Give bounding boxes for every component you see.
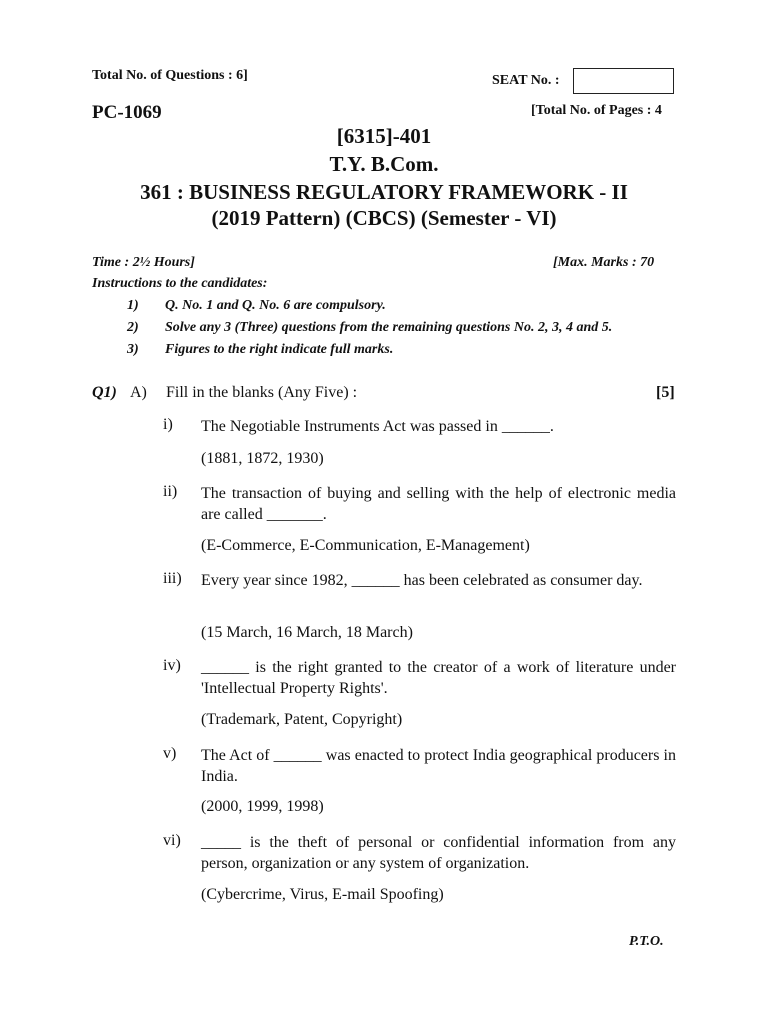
question-part-label: A) — [130, 384, 147, 401]
item-number: iv) — [163, 657, 181, 674]
item-number: iii) — [163, 570, 182, 587]
item-options: (1881, 1872, 1930) — [201, 450, 324, 467]
subject-title: 361 : BUSINESS REGULATORY FRAMEWORK - II — [140, 180, 628, 204]
seat-number-label: SEAT No. : — [492, 73, 560, 88]
item-text: ______ is the right granted to the creator of a work of literature under 'Intellectual Property Rights'. — [201, 659, 676, 697]
seat-number-box — [573, 68, 674, 94]
item-text: The Act of ______ was enacted to protect India geographical producers in India. — [201, 747, 676, 785]
exam-code: [6315]-401 — [336, 124, 432, 148]
course-name: T.Y. B.Com. — [329, 152, 439, 176]
item-options: (2000, 1999, 1998) — [201, 798, 324, 815]
item-text: The transaction of buying and selling with the help of electronic media are called _______. — [201, 485, 676, 523]
instruction-text: Figures to the right indicate full marks. — [165, 342, 394, 357]
please-turn-over: P.T.O. — [629, 934, 664, 949]
question-label: Q1) — [92, 384, 117, 401]
item-options: (Trademark, Patent, Copyright) — [201, 711, 403, 728]
item-number: ii) — [163, 483, 178, 500]
item-number: v) — [163, 745, 177, 762]
pattern-line: (2019 Pattern) (CBCS) (Semester - VI) — [211, 206, 557, 230]
instruction-number: 3) — [127, 342, 139, 357]
item-text: The Negotiable Instruments Act was passed in ______. — [201, 418, 554, 435]
item-text: _____ is the theft of personal or confidential information from any person, organization or any system of organization. — [201, 834, 676, 872]
question-part-text: Fill in the blanks (Any Five) : — [166, 384, 358, 401]
instructions-title: Instructions to the candidates: — [92, 276, 268, 291]
instruction-text: Q. No. 1 and Q. No. 6 are compulsory. — [165, 298, 386, 313]
item-number: vi) — [163, 832, 181, 849]
time-allowed: Time : 2½ Hours] — [92, 255, 195, 270]
item-options: (E-Commerce, E-Communication, E-Management) — [201, 537, 530, 554]
item-text: Every year since 1982, ______ has been celebrated as consumer day. — [201, 572, 643, 589]
max-marks: [Max. Marks : 70 — [553, 255, 655, 270]
total-pages: [Total No. of Pages : 4 — [531, 103, 662, 118]
item-number: i) — [163, 416, 173, 433]
instruction-number: 1) — [127, 298, 139, 313]
question-marks: [5] — [656, 384, 675, 401]
instruction-number: 2) — [127, 320, 139, 335]
item-options: (15 March, 16 March, 18 March) — [201, 624, 413, 641]
instruction-text: Solve any 3 (Three) questions from the remaining questions No. 2, 3, 4 and 5. — [165, 320, 613, 335]
total-questions: Total No. of Questions : 6] — [92, 68, 248, 83]
item-options: (Cybercrime, Virus, E-mail Spoofing) — [201, 886, 444, 903]
paper-code: PC-1069 — [92, 102, 162, 123]
